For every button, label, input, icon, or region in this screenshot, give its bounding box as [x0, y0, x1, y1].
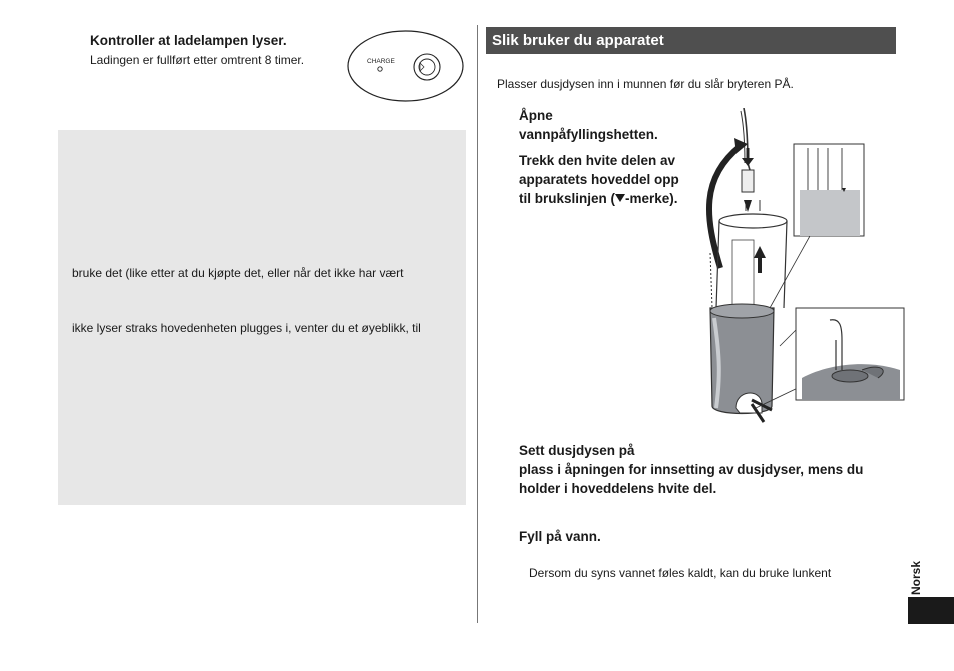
section-title: Slik bruker du apparatet	[492, 32, 664, 49]
charge-panel-illustration	[347, 30, 464, 102]
charge-time-text: Ladingen er fullført etter omtrent 8 timer.	[90, 53, 305, 67]
charge-check-heading: Kontroller at ladelampen lyser.	[90, 33, 287, 48]
step-text: -merke).	[625, 191, 678, 206]
step-text: Trekk den hvite delen av apparatets hoveddel opp til brukslinjen (	[519, 153, 679, 206]
charge-label: CHARGE	[367, 58, 395, 65]
info-text-line: ikke lyser straks hovedenheten plugges i, venter du et øyeblikk, til	[72, 321, 421, 335]
water-flosser-drawing	[690, 108, 910, 428]
intro-text: Plasser dusjdysen inn i munnen før du slår bryteren PÅ.	[497, 77, 794, 91]
step-insert-nozzle	[519, 441, 889, 498]
charge-lamp-icon	[378, 67, 382, 71]
language-label: Norsk	[909, 560, 923, 595]
language-tab-block	[908, 597, 954, 624]
device-illustration	[690, 108, 910, 428]
triangle-mark-icon	[615, 194, 625, 202]
info-text-line: bruke det (like etter at du kjøpte det, eller når det ikke har vært	[72, 266, 404, 280]
step-text: plass i åpningen for innsetting av dusjdyser, mens du holder i hoveddelens hvite del.	[519, 462, 864, 496]
step-text: Sett dusjdysen på	[519, 443, 635, 458]
step-note: Dersom du syns vannet føles kaldt, kan du bruke lunkent	[529, 566, 832, 580]
step-open-cap: Åpne vannpåfyllingshetten.	[519, 108, 658, 142]
charge-panel-drawing	[347, 30, 464, 102]
column-divider	[477, 25, 478, 623]
info-box	[58, 130, 466, 505]
step-pull-white-part	[519, 151, 694, 208]
step-fill-water: Fyll på vann.	[519, 529, 601, 544]
